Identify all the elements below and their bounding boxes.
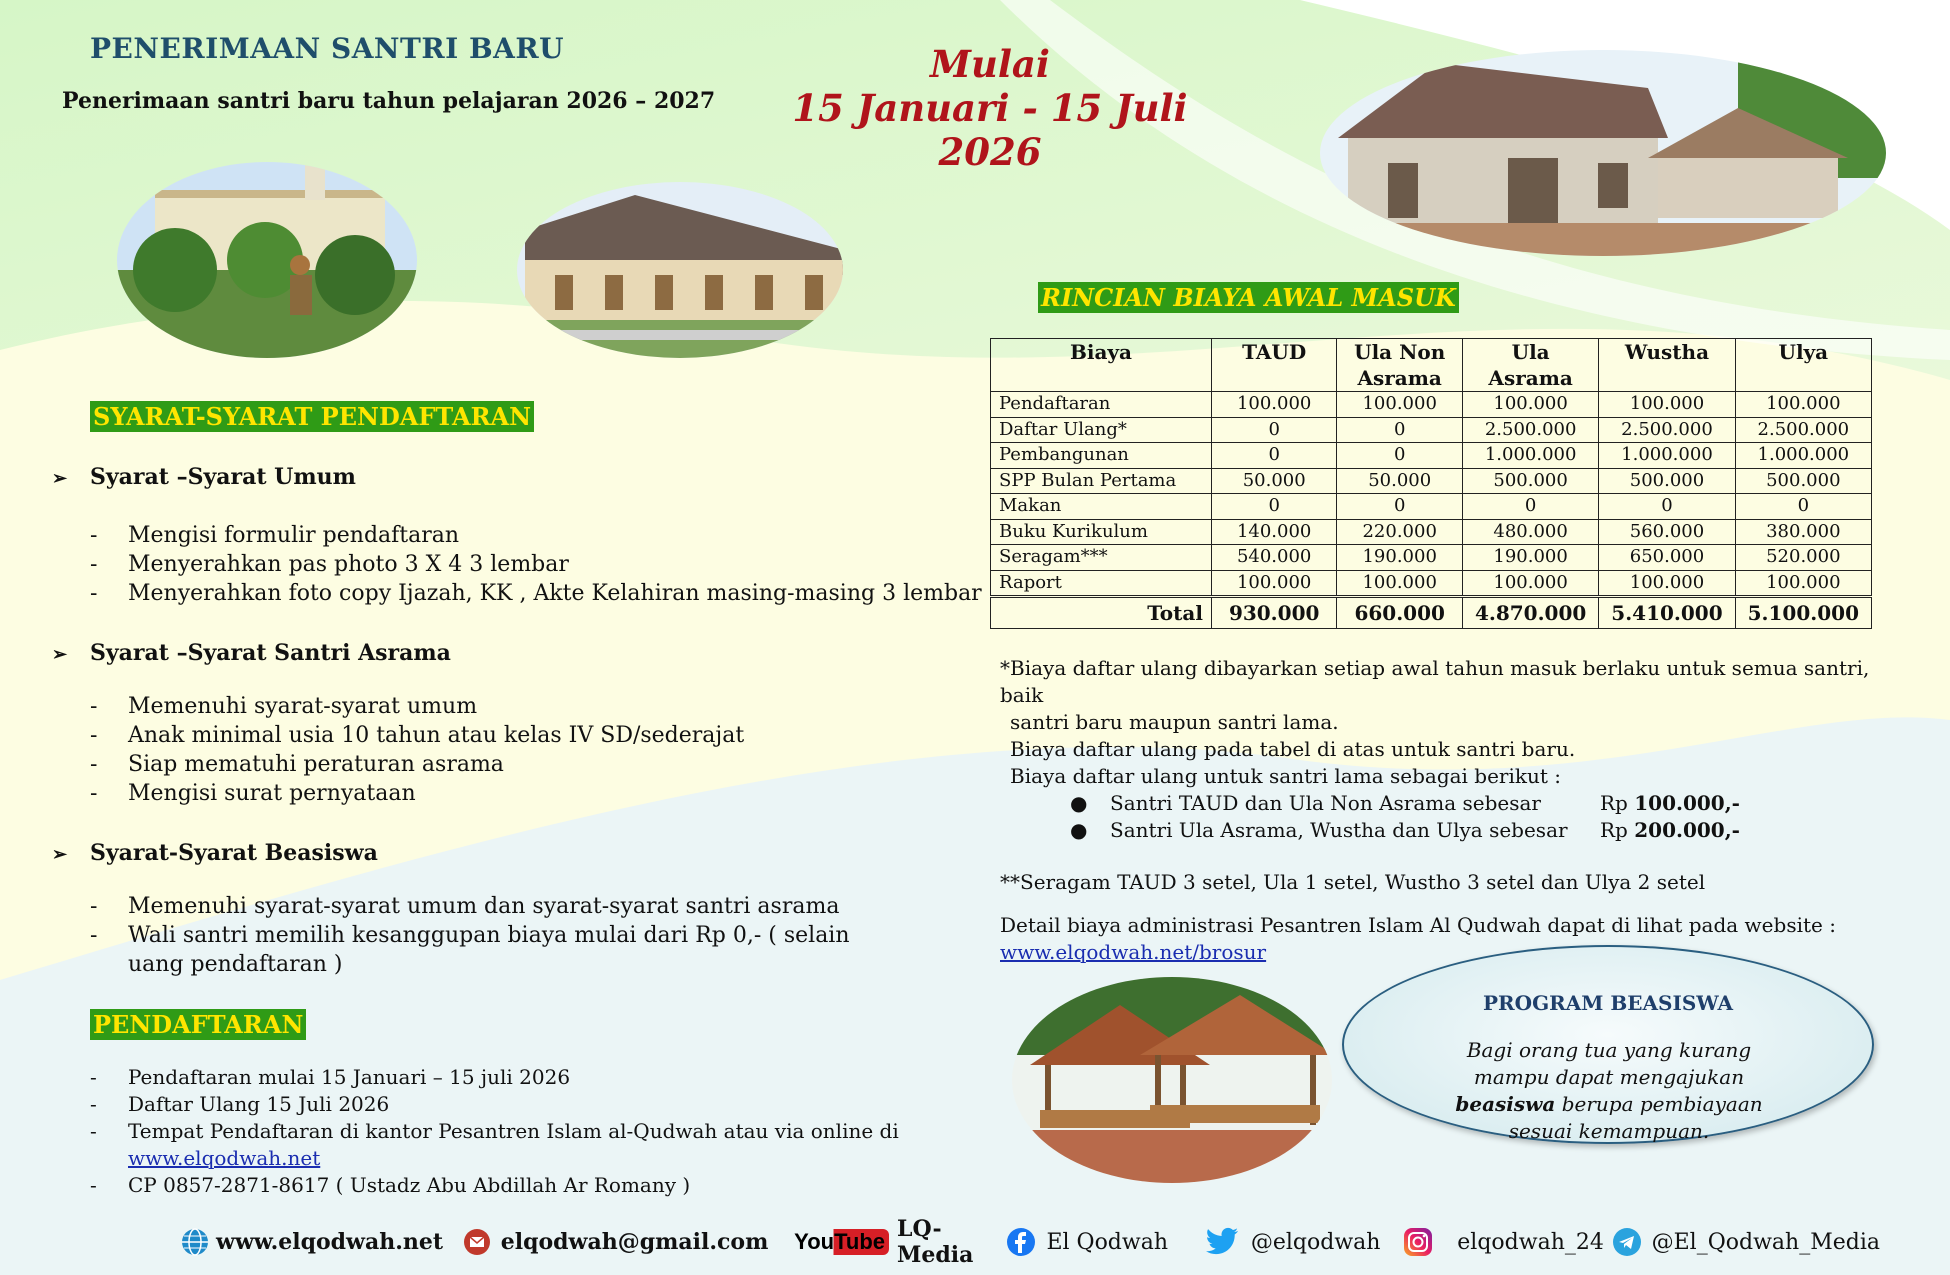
- list-item: - Menyerahkan pas photo 3 X 4 3 lembar: [90, 550, 982, 579]
- table-cell: 190.000: [1337, 545, 1463, 571]
- list-item: - Mengisi surat pernyataan: [90, 779, 744, 808]
- pendaftaran-heading: PENDAFTARAN: [90, 1010, 306, 1039]
- registration-period: [740, 42, 1240, 174]
- page-subtitle: Penerimaan santri baru tahun pelajaran 2026 – 2027: [62, 88, 716, 114]
- table-cell: 560.000: [1599, 519, 1735, 545]
- pendaftaran-list: [90, 1064, 950, 1199]
- table-cell: 0: [1337, 417, 1463, 443]
- arrow-bullet-icon: ➢: [52, 644, 68, 665]
- syarat-asrama-list: [90, 692, 744, 808]
- total-cell: 5.410.000: [1599, 597, 1735, 629]
- row-label: Raport: [991, 570, 1212, 597]
- contact-person: - CP 0857-2871-8617 ( Ustadz Abu Abdillah Ar Romany ): [90, 1172, 950, 1199]
- col-ula-asrama: Ula Asrama: [1462, 339, 1598, 392]
- table-cell: 100.000: [1337, 392, 1463, 418]
- note-daftar-ulang: *Biaya daftar ulang dibayarkan setiap awal tahun masuk berlaku untuk semua santri, baik: [1000, 656, 1870, 707]
- table-cell: 1.000.000: [1735, 443, 1871, 469]
- photo-gazebo: [1010, 975, 1335, 1185]
- footer-instagram[interactable]: elqodwah_24: [1403, 1227, 1611, 1257]
- total-row: [991, 597, 1872, 629]
- page-title: PENERIMAAN SANTRI BARU: [90, 32, 565, 65]
- table-cell: 0: [1599, 494, 1735, 520]
- list-item: - Siap mematuhi peraturan asrama: [90, 750, 744, 779]
- program-text: Bagi orang tua yang kurang mampu dapat mengajukan beasiswa berupa pembiayaan sesuai kemampuan.: [1455, 1038, 1763, 1143]
- footer-email[interactable]: elqodwah@gmail.com: [463, 1228, 790, 1256]
- twitter-icon: [1205, 1227, 1239, 1257]
- syarat-umum-title: ➢ Syarat –Syarat Umum: [52, 464, 356, 490]
- footer-facebook[interactable]: El Qodwah: [1006, 1227, 1204, 1257]
- list-item: - Memenuhi syarat-syarat umum dan syarat-syarat santri asrama: [90, 892, 910, 921]
- table-row: [991, 417, 1872, 443]
- table-cell: 0: [1211, 417, 1337, 443]
- facebook-icon: [1006, 1227, 1036, 1257]
- list-item: ● Santri TAUD dan Ula Non Asrama sebesar Rp 100.000,-: [1070, 791, 1740, 815]
- footer-twitter[interactable]: @elqodwah: [1205, 1227, 1403, 1257]
- total-cell: 4.870.000: [1462, 597, 1598, 629]
- table-cell: 100.000: [1735, 570, 1871, 597]
- table-cell: 140.000: [1211, 519, 1337, 545]
- footer-contacts: [180, 1216, 1880, 1268]
- photo-dormitory: [515, 180, 845, 360]
- total-cell: 660.000: [1337, 597, 1463, 629]
- table-cell: 0: [1211, 494, 1337, 520]
- total-cell: 5.100.000: [1735, 597, 1871, 629]
- note-detail: Detail biaya administrasi Pesantren Islam Al Qudwah dapat di lihat pada website :: [1000, 913, 1836, 937]
- table-cell: 100.000: [1337, 570, 1463, 597]
- note-santri-lama: Biaya daftar ulang untuk santri lama sebagai berikut :: [1010, 764, 1562, 788]
- col-taud: TAUD: [1211, 339, 1337, 392]
- table-cell: 380.000: [1735, 519, 1871, 545]
- row-label: Pendaftaran: [991, 392, 1212, 418]
- total-label: Total: [991, 597, 1212, 629]
- table-cell: 100.000: [1735, 392, 1871, 418]
- syarat-beasiswa-title: ➢ Syarat-Syarat Beasiswa: [52, 840, 378, 866]
- photo-building-top-right: [1318, 48, 1888, 258]
- table-cell: 100.000: [1462, 392, 1598, 418]
- table-row: [991, 392, 1872, 418]
- arrow-bullet-icon: ➢: [52, 468, 68, 489]
- program-beasiswa-box: [1342, 945, 1874, 1144]
- fee-table: [990, 338, 1872, 629]
- footer-youtube[interactable]: YouTube LQ-Media: [790, 1216, 1006, 1268]
- table-cell: 0: [1337, 443, 1463, 469]
- table-cell: 0: [1462, 494, 1598, 520]
- table-cell: 0: [1337, 494, 1463, 520]
- col-ula-non-asrama: Ula Non Asrama: [1337, 339, 1463, 392]
- table-cell: 500.000: [1735, 468, 1871, 494]
- list-item: - Pendaftaran mulai 15 Januari – 15 juli 2026: [90, 1064, 950, 1091]
- table-cell: 520.000: [1735, 545, 1871, 571]
- table-cell: 540.000: [1211, 545, 1337, 571]
- syarat-asrama-title: ➢ Syarat –Syarat Santri Asrama: [52, 640, 451, 666]
- list-item: - Menyerahkan foto copy Ijazah, KK , Akte Kelahiran masing-masing 3 lembar: [90, 579, 982, 608]
- table-row: [991, 570, 1872, 597]
- table-cell: 0: [1735, 494, 1871, 520]
- row-label: Buku Kurikulum: [991, 519, 1212, 545]
- total-cell: 930.000: [1211, 597, 1337, 629]
- table-cell: 190.000: [1462, 545, 1598, 571]
- list-item: - Mengisi formulir pendaftaran: [90, 521, 982, 550]
- instagram-icon: [1403, 1227, 1433, 1257]
- table-cell: 480.000: [1462, 519, 1598, 545]
- row-label: SPP Bulan Pertama: [991, 468, 1212, 494]
- row-label: Makan: [991, 494, 1212, 520]
- table-cell: 100.000: [1211, 570, 1337, 597]
- table-cell: 1.000.000: [1599, 443, 1735, 469]
- table-header-row: [991, 339, 1872, 392]
- table-row: [991, 519, 1872, 545]
- table-cell: 100.000: [1599, 392, 1735, 418]
- note-santri-baru: Biaya daftar ulang pada tabel di atas untuk santri baru.: [1010, 737, 1576, 761]
- bullet-icon: ●: [1070, 818, 1088, 842]
- telegram-icon: [1612, 1227, 1642, 1257]
- photo-mosque: [115, 160, 420, 360]
- col-wustha: Wustha: [1599, 339, 1735, 392]
- table-cell: 0: [1211, 443, 1337, 469]
- bullet-icon: ●: [1070, 791, 1088, 815]
- note-daftar-ulang-cont: santri baru maupun santri lama.: [1010, 710, 1339, 734]
- brosur-link[interactable]: www.elqodwah.net/brosur: [1000, 940, 1267, 964]
- table-row: [991, 468, 1872, 494]
- table-cell: 500.000: [1599, 468, 1735, 494]
- table-row: [991, 494, 1872, 520]
- table-cell: 500.000: [1462, 468, 1598, 494]
- table-cell: 100.000: [1462, 570, 1598, 597]
- table-cell: 650.000: [1599, 545, 1735, 571]
- list-item: - Wali santri memilih kesanggupan biaya mulai dari Rp 0,- ( selain uang pendaftaran ): [90, 921, 910, 979]
- row-label: Pembangunan: [991, 443, 1212, 469]
- table-cell: 50.000: [1337, 468, 1463, 494]
- syarat-beasiswa-list: [90, 892, 910, 979]
- table-cell: 2.500.000: [1462, 417, 1598, 443]
- col-ulya: Ulya: [1735, 339, 1871, 392]
- website-link[interactable]: www.elqodwah.net: [128, 1146, 321, 1170]
- table-cell: 2.500.000: [1735, 417, 1871, 443]
- fee-notes: [1000, 655, 1900, 966]
- mulai-label: Mulai: [930, 42, 1050, 86]
- syarat-heading: SYARAT-SYARAT PENDAFTARAN: [90, 402, 534, 431]
- list-item: - Anak minimal usia 10 tahun atau kelas IV SD/sederajat: [90, 721, 744, 750]
- fee-table-body: [991, 392, 1872, 629]
- table-cell: 100.000: [1211, 392, 1337, 418]
- program-title: PROGRAM BEASISWA: [1482, 991, 1733, 1015]
- rincian-heading: RINCIAN BIAYA AWAL MASUK: [1038, 283, 1459, 312]
- table-cell: 1.000.000: [1462, 443, 1598, 469]
- footer-telegram[interactable]: @El_Qodwah_Media: [1612, 1227, 1880, 1257]
- list-item: - Daftar Ulang 15 Juli 2026: [90, 1091, 950, 1118]
- table-row: [991, 443, 1872, 469]
- list-item: ● Santri Ula Asrama, Wustha dan Ulya sebesar Rp 200.000,-: [1070, 818, 1740, 842]
- table-cell: 2.500.000: [1599, 417, 1735, 443]
- table-cell: 100.000: [1599, 570, 1735, 597]
- table-cell: 220.000: [1337, 519, 1463, 545]
- youtube-icon: YouTube: [790, 1229, 889, 1255]
- note-seragam: **Seragam TAUD 3 setel, Ula 1 setel, Wustho 3 setel dan Ulya 2 setel: [1000, 870, 1706, 894]
- row-label: Daftar Ulang*: [991, 417, 1212, 443]
- period-dates: 15 Januari - 15 Juli 2026: [792, 86, 1188, 174]
- list-item: - Tempat Pendaftaran di kantor Pesantren Islam al-Qudwah atau via online di www.elqodwah.net: [90, 1118, 950, 1172]
- globe-icon: [180, 1227, 210, 1257]
- table-row: [991, 545, 1872, 571]
- table-cell: 50.000: [1211, 468, 1337, 494]
- email-icon: [463, 1228, 491, 1256]
- row-label: Seragam***: [991, 545, 1212, 571]
- syarat-umum-list: [90, 521, 982, 608]
- col-biaya: Biaya: [991, 339, 1212, 392]
- footer-website[interactable]: www.elqodwah.net: [180, 1227, 463, 1257]
- list-item: - Memenuhi syarat-syarat umum: [90, 692, 744, 721]
- arrow-bullet-icon: ➢: [52, 844, 68, 865]
